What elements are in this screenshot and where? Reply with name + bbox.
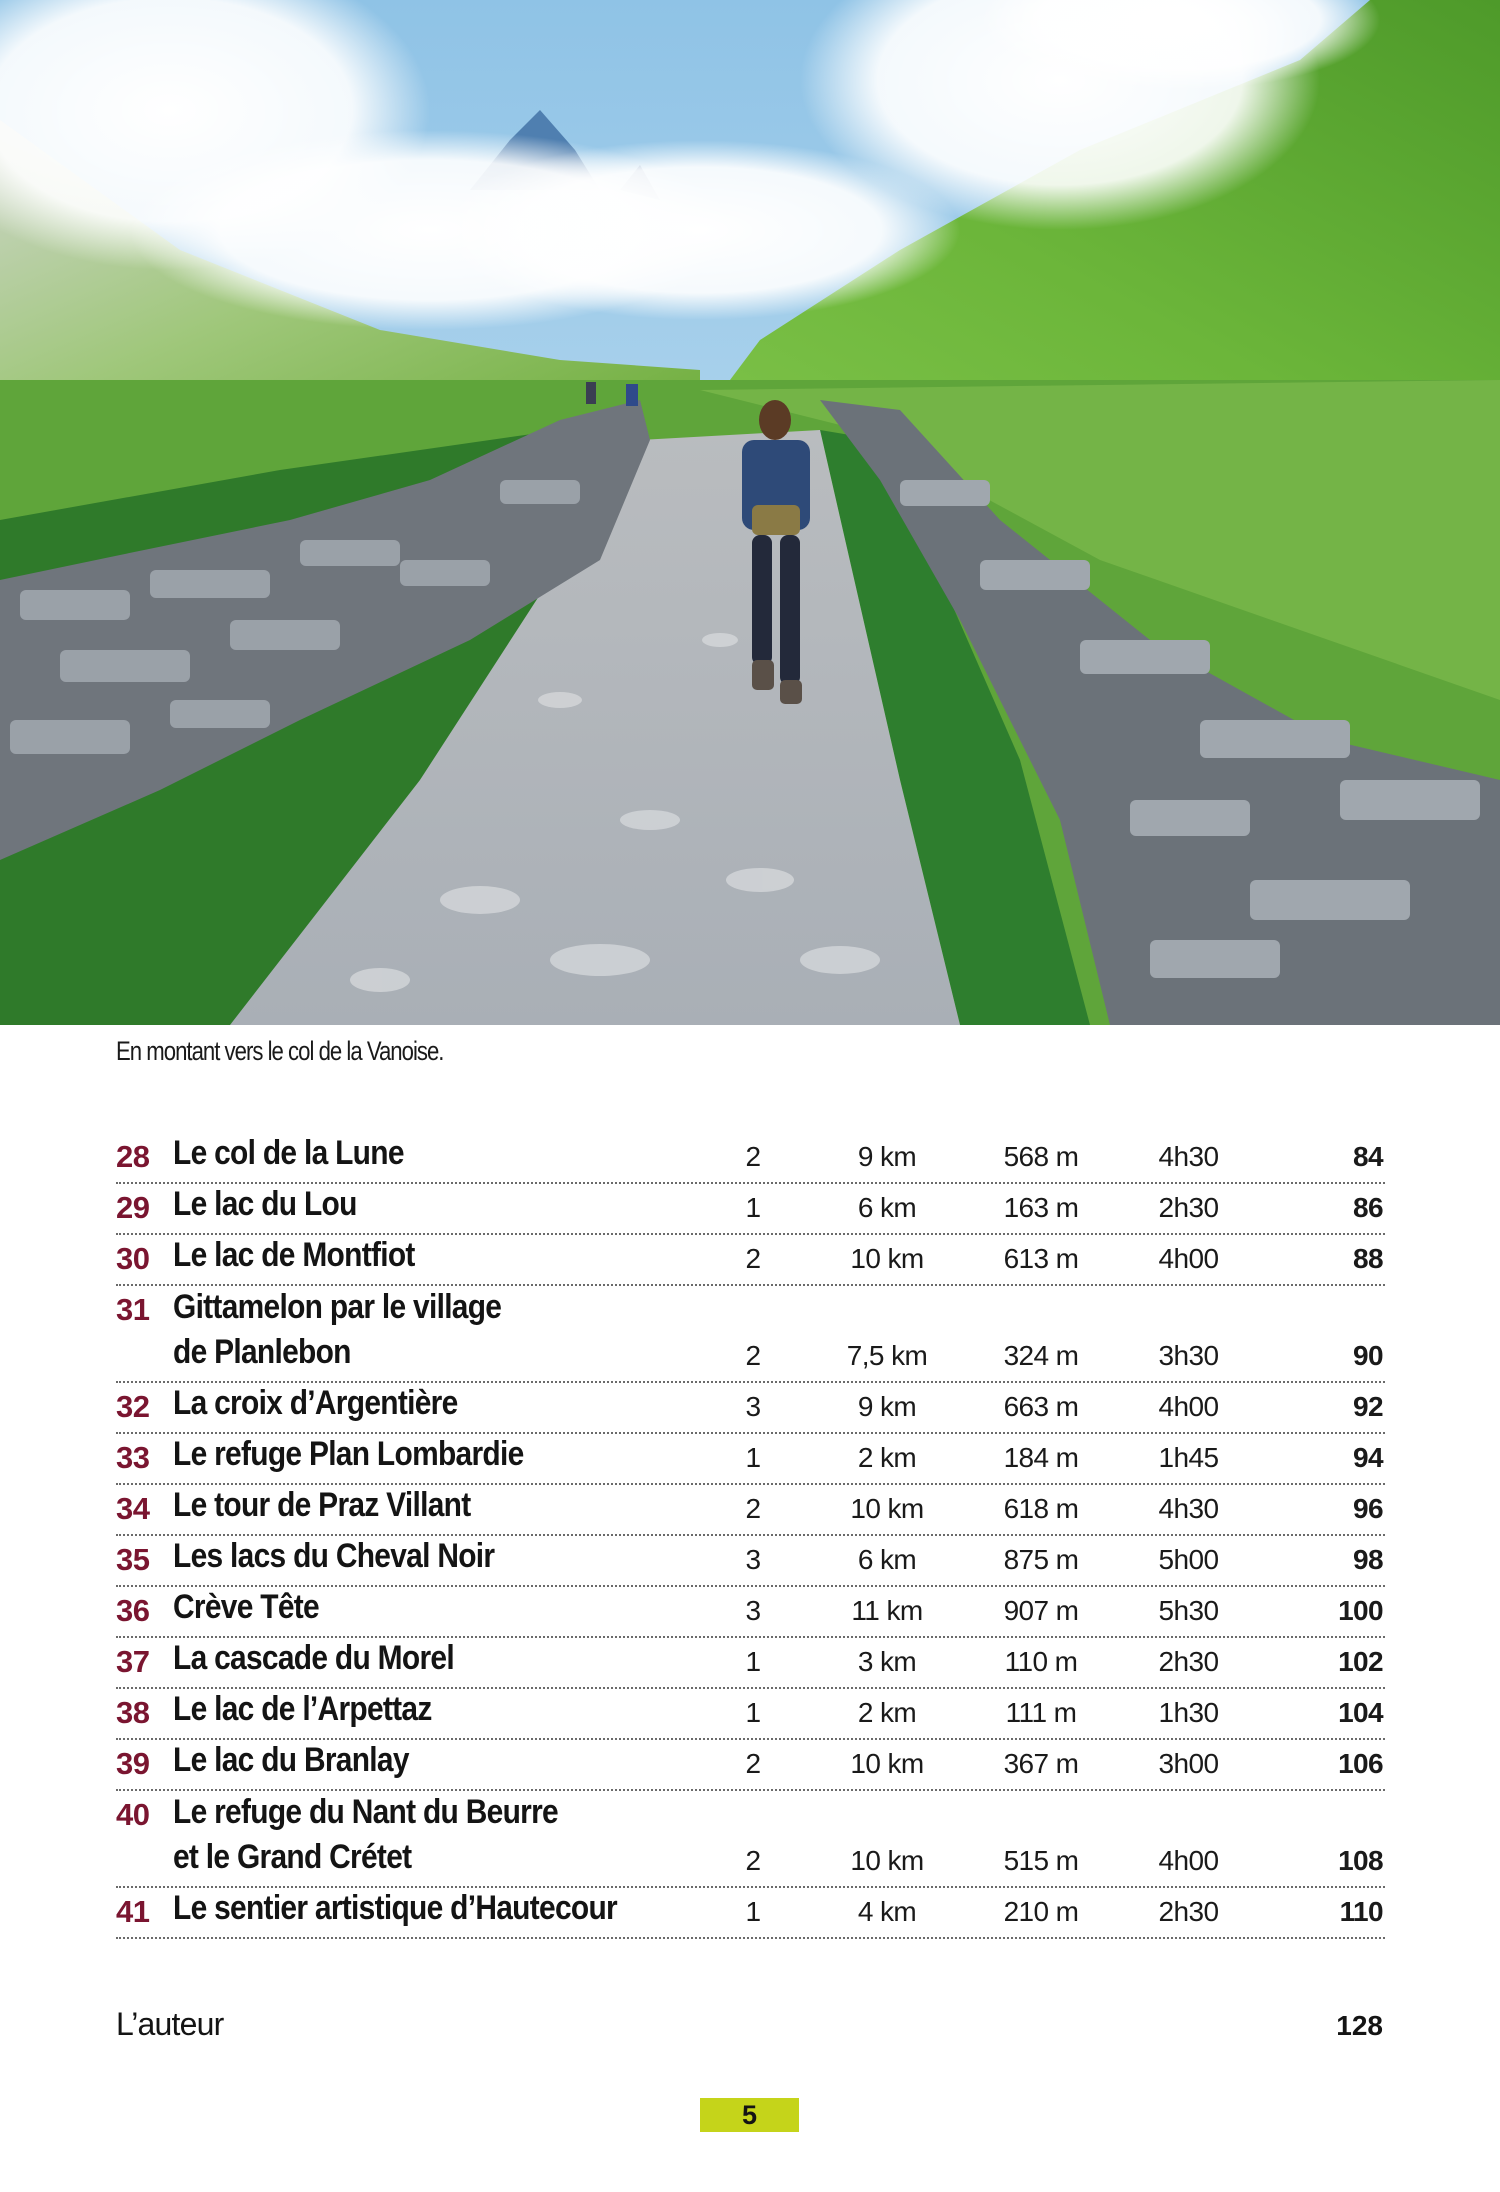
- elevation-gain: 110 m: [1004, 1646, 1078, 1677]
- route-number: 32: [116, 1389, 150, 1424]
- toc-row-33[interactable]: [116, 1434, 1385, 1485]
- elevation-gain: 875 m: [1003, 1544, 1079, 1575]
- difficulty-level: 1: [745, 1442, 761, 1473]
- author-page-number: 128: [1336, 2010, 1383, 2041]
- difficulty-level: 2: [745, 1141, 761, 1172]
- distance: 9 km: [857, 1141, 917, 1172]
- elevation-gain: 663 m: [1003, 1391, 1079, 1422]
- distance: 10 km: [850, 1845, 924, 1876]
- distance: 7,5 km: [846, 1340, 928, 1371]
- elevation-gain: 163 m: [1003, 1192, 1079, 1223]
- route-title: Les lacs du Cheval Noir: [173, 1537, 495, 1575]
- difficulty-level: 2: [745, 1340, 761, 1371]
- toc-row-29[interactable]: [116, 1184, 1385, 1235]
- difficulty-level: 2: [745, 1845, 761, 1876]
- route-title: Le tour de Praz Villant: [173, 1486, 471, 1524]
- difficulty-level: 3: [745, 1544, 761, 1575]
- toc-row-40[interactable]: [116, 1791, 1385, 1888]
- route-title: Le col de la Lune: [173, 1134, 404, 1172]
- toc-row-37[interactable]: [116, 1638, 1385, 1689]
- route-number: 35: [116, 1542, 150, 1577]
- difficulty-level: 3: [745, 1391, 761, 1422]
- route-title: Le lac de l’Arpettaz: [173, 1690, 432, 1728]
- duration: 4h00: [1158, 1391, 1219, 1422]
- page-number: 86: [1353, 1192, 1383, 1223]
- route-number: 36: [116, 1593, 150, 1628]
- toc-row-28[interactable]: [116, 1133, 1385, 1184]
- route-title: Le lac de Montfiot: [173, 1236, 415, 1274]
- difficulty-level: 1: [745, 1646, 761, 1677]
- elevation-gain: 613 m: [1003, 1243, 1079, 1274]
- route-number: 29: [116, 1190, 150, 1225]
- difficulty-level: 1: [745, 1697, 761, 1728]
- page-number: 98: [1353, 1544, 1383, 1575]
- distance: 11 km: [851, 1595, 923, 1626]
- duration: 2h30: [1158, 1896, 1219, 1927]
- toc-row-36[interactable]: [116, 1587, 1385, 1638]
- difficulty-level: 2: [745, 1748, 761, 1779]
- toc-row-32[interactable]: [116, 1383, 1385, 1434]
- elevation-gain: 618 m: [1003, 1493, 1079, 1524]
- toc-row-34[interactable]: [116, 1485, 1385, 1536]
- route-title: Le lac du Lou: [173, 1185, 357, 1223]
- page-number: 104: [1338, 1697, 1383, 1728]
- author-label: L’auteur: [116, 2006, 224, 2042]
- page-number: 106: [1338, 1748, 1383, 1779]
- page-number: 110: [1339, 1896, 1383, 1927]
- page-number: 94: [1353, 1442, 1383, 1473]
- route-number: 34: [116, 1491, 150, 1526]
- page-number: 92: [1353, 1391, 1383, 1422]
- route-title: Le refuge Plan Lombardie: [173, 1435, 524, 1473]
- route-number: 41: [116, 1894, 150, 1929]
- distance: 6 km: [857, 1544, 917, 1575]
- duration: 1h45: [1158, 1442, 1219, 1473]
- difficulty-level: 1: [745, 1192, 761, 1223]
- duration: 3h00: [1158, 1748, 1219, 1779]
- toc-row-38[interactable]: [116, 1689, 1385, 1740]
- difficulty-level: 3: [745, 1595, 761, 1626]
- route-title: Le refuge du Nant du Beurre et le Grand Crétet: [173, 1793, 558, 1876]
- page-number: 100: [1338, 1595, 1383, 1626]
- distance: 10 km: [850, 1493, 924, 1524]
- table-of-contents: [116, 1133, 1385, 1939]
- distance: 9 km: [857, 1391, 917, 1422]
- landscape-image: [0, 0, 1500, 1025]
- page-number: 108: [1338, 1845, 1383, 1876]
- elevation-gain: 111 m: [1005, 1697, 1077, 1728]
- elevation-gain: 568 m: [1003, 1141, 1079, 1172]
- page-number: 84: [1353, 1141, 1383, 1172]
- duration: 4h30: [1158, 1493, 1219, 1524]
- toc-row-35[interactable]: [116, 1536, 1385, 1587]
- elevation-gain: 324 m: [1003, 1340, 1079, 1371]
- duration: 4h00: [1158, 1243, 1219, 1274]
- route-title: La croix d’Argentière: [173, 1384, 458, 1422]
- route-number: 38: [116, 1695, 150, 1730]
- difficulty-level: 2: [745, 1493, 761, 1524]
- page-number: 102: [1338, 1646, 1383, 1677]
- duration: 4h00: [1158, 1845, 1219, 1876]
- distance: 2 km: [857, 1697, 917, 1728]
- route-number: 40: [116, 1797, 150, 1832]
- duration: 5h00: [1158, 1544, 1219, 1575]
- toc-row-41[interactable]: [116, 1888, 1385, 1939]
- toc-row-39[interactable]: [116, 1740, 1385, 1791]
- duration: 5h30: [1158, 1595, 1219, 1626]
- toc-row-31[interactable]: [116, 1286, 1385, 1383]
- distance: 3 km: [857, 1646, 917, 1677]
- route-number: 37: [116, 1644, 150, 1679]
- distance: 4 km: [857, 1896, 917, 1927]
- duration: 4h30: [1158, 1141, 1219, 1172]
- route-number: 30: [116, 1241, 150, 1276]
- distance: 6 km: [857, 1192, 917, 1223]
- duration: 1h30: [1158, 1697, 1219, 1728]
- distance: 10 km: [850, 1243, 924, 1274]
- folio-page-badge: 5: [700, 2098, 799, 2132]
- elevation-gain: 210 m: [1003, 1896, 1079, 1927]
- elevation-gain: 907 m: [1003, 1595, 1079, 1626]
- photo-caption: En montant vers le col de la Vanoise.: [116, 1036, 444, 1066]
- toc-row-author[interactable]: [116, 2006, 1385, 2050]
- route-title: Gittamelon par le village de Planlebon: [173, 1288, 502, 1371]
- difficulty-level: 1: [745, 1896, 761, 1927]
- route-number: 39: [116, 1746, 150, 1781]
- route-title: Le lac du Branlay: [173, 1741, 409, 1779]
- distance: 2 km: [857, 1442, 917, 1473]
- page-number: 88: [1353, 1243, 1383, 1274]
- difficulty-level: 2: [745, 1243, 761, 1274]
- hero-photo: [0, 0, 1500, 1025]
- route-title: Crève Tête: [173, 1588, 319, 1626]
- distance: 10 km: [850, 1748, 924, 1779]
- page-number: 96: [1353, 1493, 1383, 1524]
- page-number: 90: [1353, 1340, 1383, 1371]
- elevation-gain: 367 m: [1003, 1748, 1079, 1779]
- duration: 2h30: [1158, 1192, 1219, 1223]
- route-number: 33: [116, 1440, 150, 1475]
- duration: 2h30: [1158, 1646, 1219, 1677]
- elevation-gain: 184 m: [1003, 1442, 1079, 1473]
- elevation-gain: 515 m: [1003, 1845, 1079, 1876]
- route-title: Le sentier artistique d’Hautecour: [173, 1889, 617, 1927]
- route-number: 31: [116, 1292, 150, 1327]
- route-title: La cascade du Morel: [173, 1639, 454, 1677]
- toc-row-30[interactable]: [116, 1235, 1385, 1286]
- duration: 3h30: [1158, 1340, 1219, 1371]
- route-number: 28: [116, 1139, 150, 1174]
